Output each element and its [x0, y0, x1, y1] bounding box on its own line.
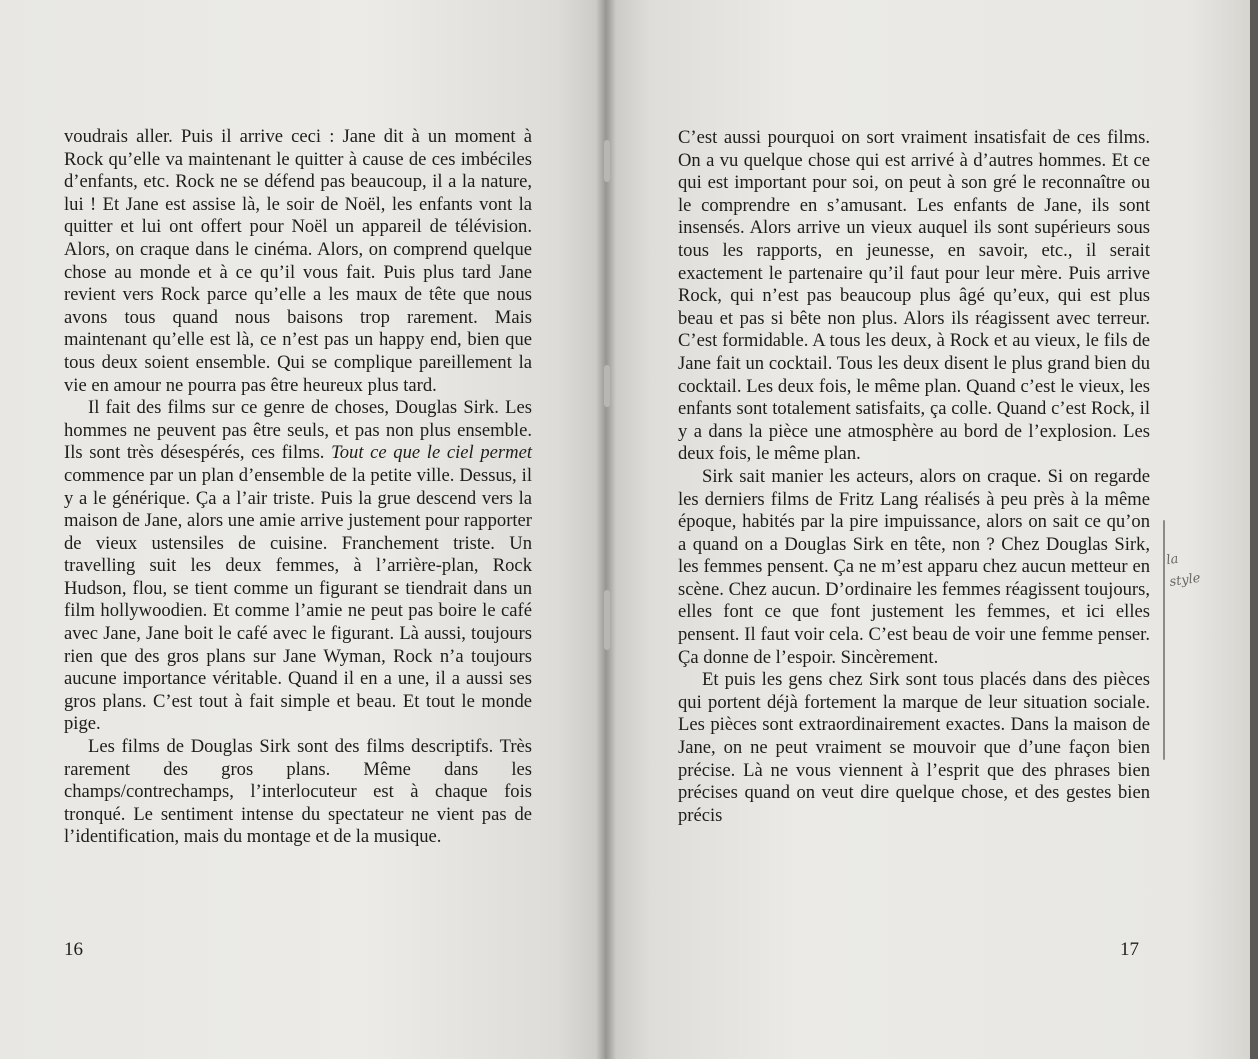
binding-stitch: [604, 140, 610, 182]
paragraph: [678, 669, 1150, 827]
text-segment: Il fait des films sur ce genre de choses, Douglas Sirk. Les hommes ne peuvent pas être seuls, et pas non plus ensemble. Ils sont très désespérés, ces films.: [64, 397, 532, 464]
text-segment: Et puis les gens chez Sirk sont tous placés dans des pièces qui portent déjà fortement la marque de leur situation sociale. Les pièces sont extraordinairement exactes. Dans la maison de Jane, on ne peut vraiment se mouvoir que d’une façon bien précise. Là ne vous viennent à l’esprit que des phrases bien précises quand on veut dire quelque chose, et des gestes bien précis: [678, 669, 1150, 826]
right-page-number: 17: [1120, 939, 1139, 960]
left-page: [0, 0, 606, 1059]
paragraph: [678, 466, 1150, 669]
margin-pencil-line: [1163, 520, 1165, 760]
film-title-italic: Tout ce que le ciel permet: [331, 442, 532, 464]
margin-note-line: style: [1168, 570, 1202, 590]
text-segment: C’est aussi pourquoi on sort vraiment insatisfait de ces films. On a vu quelque chose qui est arrivé à d’autres hommes. Et ce qui est important pour soi, on peut à son gré le reconnaître ou le comprendre en s’amusant. Les enfants de Jane, ils sont insensés. Alors arrive un vieux auquel ils sont supérieurs sous tous les rapports, en jeunesse, en savoir, etc., il serait exactement le partenaire qu’il faut pour leur mère. Puis arrive Rock, qui n’est pas beaucoup plus âgé qu’eux, qui est plus beau et pas si bête non plus. Alors ils réagissent avec terreur. C’est formidable. A tous les deux, à Rock et au vieux, le fils de Jane fait un cocktail. Tous les deux disent le plus grand bien du cocktail. Les deux fois, le même plan. Quand c’est le vieux, les enfants sont totalement satisfaits, ça colle. Quand c’est Rock, il y a dans la pièce une atmosphère au bord de l’explosion. Les deux fois, le même plan.: [678, 127, 1150, 465]
margin-note-line: la: [1165, 551, 1180, 569]
page-edge-shadow: [1250, 0, 1258, 1059]
right-page-text: [678, 127, 1150, 827]
left-page-number: 16: [64, 939, 83, 960]
paragraph: [64, 736, 532, 849]
text-segment: Sirk sait manier les acteurs, alors on craque. Si on regarde les derniers films de Fritz Lang réalisés à peu près à la même époque, habités par la pire impuissance, alors on sait ce qu’on a quand on a Douglas Sirk en tête, non ? Chez Douglas Sirk, les femmes pensent. Ça ne m’est apparu chez aucun metteur en scène. Chez aucun. D’ordinaire les femmes réagissent toujours, elles font ce que font justement les femmes, et ici elles pensent. Il faut voir cela. C’est beau de voir une femme penser. Ça donne de l’espoir. Sincèrement.: [678, 465, 1150, 668]
paragraph: [678, 127, 1150, 466]
left-page-text: [64, 126, 532, 849]
paragraph: [64, 397, 532, 736]
binding-stitch: [604, 365, 610, 407]
handwritten-margin-note: [1165, 546, 1202, 594]
text-segment: Les films de Douglas Sirk sont des films descriptifs. Très rarement des gros plans. Même dans les champs/contrechamps, l’interlocuteur est à chaque fois tronqué. Le sentiment intense du spectateur ne vient pas de l’identification, mais du montage et de la musique.: [64, 736, 532, 848]
text-segment: voudrais aller. Puis il arrive ceci : Jane dit à un moment à Rock qu’elle va maintenant le quitter à cause de ces imbéciles d’enfants, etc. Rock ne se défend pas beaucoup, il a la nature, lui ! Et Jane est assise là, le soir de Noël, les enfants vont la quitter et lui ont offert pour Noël un appareil de télévision. Alors, on craque dans le cinéma. Alors, on comprend quelque chose au monde et à ce qu’il vous fait. Puis plus tard Jane revient vers Rock parce qu’elle a les maux de tête que nous avons tous quand nous baisons trop rarement. Mais maintenant qu’elle est là, ce n’est pas un happy end, bien que tous deux soient ensemble. Qui se complique pareillement la vie en amour ne pourra pas être heureux plus tard.: [64, 126, 532, 396]
binding-stitch: [604, 590, 610, 650]
text-segment: commence par un plan d’ensemble de la petite ville. Dessus, il y a le générique. Ça a l’air triste. Puis la grue descend vers la maison de Jane, alors une amie arrive justement pour rapporter de vieux ustensiles de cuisine. Franchement triste. Un travelling suit les deux femmes, à l’arrière-plan, Rock Hudson, flou, se tient comme un figurant se tiendrait dans un film hollywoodien. Et comme l’amie ne peut pas boire le café avec Jane, Jane boit le café avec le figurant. Là aussi, toujours rien que des gros plans sur Jane Wyman, Rock n’a toujours aucune importance véritable. Quand il en a une, il a aussi ses gros plans. C’est tout à fait simple et beau. Et tout le monde pige.: [64, 464, 532, 735]
right-page: [606, 0, 1252, 1059]
paragraph: [64, 126, 532, 397]
